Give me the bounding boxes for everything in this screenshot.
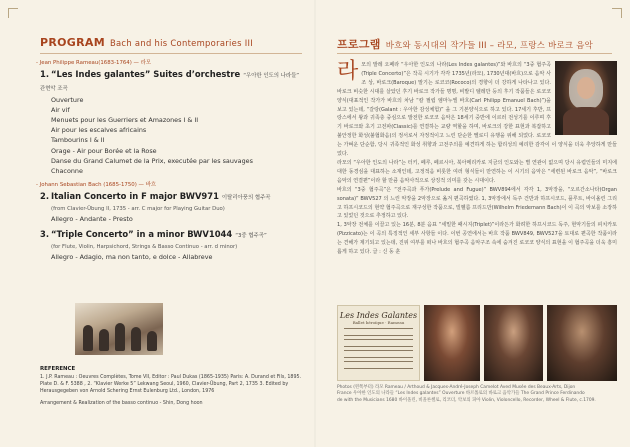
reference-line: Herausgegeben von Arnold Schering Ernst Eulenburg Ltd., London, 1976: [40, 389, 215, 394]
work-korean-title: “3중 협주곡”: [235, 233, 267, 240]
reference-heading: REFERENCE: [40, 366, 76, 372]
score-image: [337, 305, 420, 381]
ensemble-photo: [75, 303, 163, 355]
musicians-painting: [547, 305, 617, 381]
program-title: PROGRAM: [40, 36, 105, 49]
notes-paragraph: 1, 3악장 전체를 이끌고 있는 16분, 8분 음표 “세밀한 패시지(Triplet)”이라든가 화려한 하프시코드 독주, 현악기들의 피치카토(Pizzicato)는 이 곡의 특징적인 세부 사항들 이다. 이번 공연에서는 바흐 작품 BWV849, BWV527을 토대로 편곡한 작품이라는 견해가 제기되고 있는데, 진위 여부를 떠나 바흐의 협주곡 음악구조 속에 숨겨진 로코코 양식의 표현을 이 협주곡을 더욱 흥미롭게 하고 있다. 글 : 신 동 훈: [337, 222, 617, 256]
program-title-korean: 프로그램: [337, 38, 381, 51]
movement-item: Allegro - Adagio, ma non tanto, e dolce - Allabreve: [51, 253, 213, 262]
reference-block: [40, 366, 305, 407]
reference-line: Arrangement & Realization of the basso continuo - Shin, Dong hoon: [40, 401, 203, 406]
movement-item: Danse du Grand Calumet de la Prix, executée par les sauvages: [51, 156, 253, 165]
composer-name: - Jean Philippe Rameau(1683-1764) — 라모: [36, 60, 152, 66]
rameau-portrait: [555, 61, 617, 135]
program-header-korean: [337, 36, 593, 52]
work-number: 1.: [40, 69, 50, 80]
notes-paragraph: 모의 발레 오페라 “우아한 인도의 나라(Les Indes galantes)”와 바흐의 “3중 협주곡(Triple Concerto)”은 작곡 시기가 각각 1735년(라모), 1730년대(바흐)으로 음악 사조 상, 바로크(Baroque) 말기는 로코코(Rococo)의 경향이 더 강하게 나타나고 있다. 바로크 비슷한 시대를 살았던 후기 바로크 작가들 명명, 비발디 텔레만 등의 후기 작품들은 로코코 양식(대표적인 작가가 바흐의 차남 “칼 필립 엠마누엘 바흐(Carl Philipp Emanuel Bach)”)을 보고 있는데, “갈랑(Galant : 우아한 감성체험)” 을 그 기본양식으로 하고 있다. 17세기 후반, 프랑스에서 왕과 귀족층 중심으로 발전한 로코코 음악은 18세기 중반에 이르러 전성기를 이루며 후기 바로크와 초기 고전파(Classic)를 연결하는 교량 역할을 하며, 바로크의 강한 표현과 복잡하고 불안정한 화성(불협화음)의 정서로서 자정적이고 느린 단순한 멜로디 유행을 위해 되었다. 로코코는 가벼운 단순함, 당시 귀족적인 화성 취향과 고전주의를 예견하게 하는 합리성의 예리한 감각이 이 양식을 더욱 추앙하게 만들었다.: [337, 62, 617, 158]
program-subtitle: Bach and his Contemporaries III: [109, 38, 254, 48]
corner-ornament: [612, 8, 622, 18]
portrait-painting: [424, 305, 480, 381]
work-number: 2.: [40, 190, 50, 201]
score-title: Les Indes Galantes: [339, 311, 418, 320]
movement-item: Orage - Air pour Borée et la Rose: [51, 146, 157, 155]
program-list: [36, 58, 305, 262]
work-name: Italian Concerto in F major BWV971: [51, 190, 219, 201]
movement-item: Allegro - Andante - Presto: [51, 215, 133, 224]
caption-line: France 우아한 인도의 나라들 “Les Indes galantes” Ouverture 바르톨로의 바로크 음악가들 The Grand Prince Ferdinando: [337, 391, 585, 397]
work-number: 3.: [40, 229, 50, 240]
header-rule: [337, 53, 612, 54]
composer-section-bach: [36, 180, 305, 262]
work-instrumentation: (from Clavier-Übung II, 1735 - arr. C major for Playing Guitar Duo): [51, 205, 225, 212]
work-instrumentation: (for Flute, Violin, Harpsichord, Strings & Basso Continuo - arr. d minor): [51, 244, 238, 251]
work-name: “Les Indes galantes” Suites d’orchestre: [51, 69, 241, 80]
header-rule: [40, 53, 302, 54]
right-page: [315, 0, 630, 447]
movement-item: Chaconne: [51, 166, 83, 175]
composer-name: - Johann Sebastian Bach (1685-1750) — 바흐: [36, 181, 157, 188]
image-gallery: [337, 305, 617, 381]
work-title: [40, 229, 305, 242]
movement-item: Air pour les escalves africains: [51, 126, 147, 135]
notes-paragraph: 바흐의 “3중 협주곡”은 “전주곡과 푸가(Prelude and Fugue)” BWV894에서 각각 1, 3악장을, “오르간소나타(Organ sonata)” BWV527 의 느린 악장을 2악장으로 옮겨 편곡하였다. 1, 3악장에서 독주 건반과 하프시코드, 플루트, 바이올린 그리고 하프시코드의 현약 협주곡으로 재구성한 작품으로, 빌헬름 프리드만(Wilhelm Friedemann Bach)이 이 곡의 악보를 소장하고 있었던 것으로 추정하고 있다.: [337, 186, 617, 220]
program-header: [40, 36, 253, 49]
work-korean-title: “우아한 인도의 나라들” 관현악 조곡: [40, 73, 300, 93]
movement-item: Menuets pour les Guerriers et Amazones I & II: [51, 116, 199, 125]
reference-line: 1. J.P. Rameau : Oeuvres Complètes, Tome VII, Editor : Paul Dukas (1865-1935) Paris: A. Durand et Fils, 1895.: [40, 375, 302, 380]
corner-ornament: [8, 8, 18, 18]
program-notes: [337, 61, 617, 257]
work-name: “Triple Concerto” in a minor BWV1044: [51, 229, 233, 240]
notes-paragraph: 라모의 “우아한 인도의 나라”는 터키, 페루, 페르시아, 북아메리카로 지금의 인도와는 별 연관이 없으며 당시 유럽인들의 미지에 대한 동경심을 대표하는 소재인데, 고정적음 비롯한 여러 형식들이 만연하는 이 시기의 음악은 “세련된 바로크 음악”, “바로크 음악의 연결편”이라 할 만큼 음악사적으로 상징적 의미를 갖는 시대이다.: [337, 159, 617, 184]
reference-line: Plate D. & F. 5388 , 2. “Klavier Werke 5” Lekwang Seoul, 1960, Clavier-Übung, Part 2, 1735 3. Edited by: [40, 382, 289, 387]
score-subtitle: Ballet héroïque · Rameau: [352, 320, 405, 325]
movement-item: Ouverture: [51, 96, 84, 105]
drop-cap: 라: [337, 59, 359, 84]
photo-caption: [337, 385, 617, 404]
work-title: [40, 191, 305, 204]
portrait-painting: [484, 305, 543, 381]
caption-line: Photos (왼쪽부터) 라모 Rameau / Arthoud & Jacques-André-Joseph Camelot Aved Musée des Beaux-Arts, Dijon: [337, 385, 576, 390]
work-korean-title: 이탈리아풍의 협주곡: [221, 194, 271, 201]
movement-item: Tambourins I & II: [51, 136, 105, 145]
caption-line: de with the Musicians 1680 바이올린, 비올론첼로, 리코더, 악보의 피아 Violin, Violoncello, Recorder, Wheel & Flute, c.1709.: [337, 397, 596, 403]
work-title: [40, 69, 305, 95]
composer-section-rameau: [36, 58, 305, 176]
program-subtitle-korean: 바흐와 동시대의 작가들 III – 라모, 프랑스 바로크 음악: [385, 40, 593, 50]
movement-item: Air vif: [51, 106, 70, 115]
